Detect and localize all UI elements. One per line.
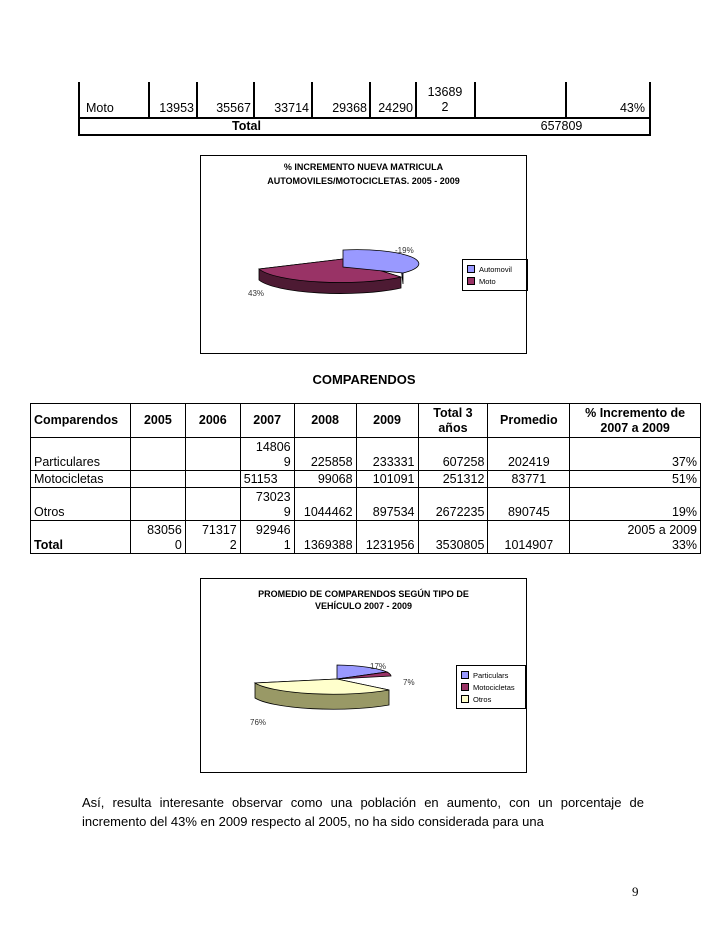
table-row: Otros 730239 1044462 897534 2672235 890745 19% bbox=[31, 488, 701, 521]
legend-item-automovil: Automovil bbox=[467, 263, 523, 275]
chart1-label-automovil: -19% bbox=[395, 246, 414, 255]
chart2-label-otros: 76% bbox=[250, 718, 267, 727]
legend-item-particulars: Particulars bbox=[461, 669, 521, 681]
moto-2006: 35567 bbox=[216, 101, 251, 115]
page-number: 9 bbox=[632, 884, 639, 899]
body-paragraph: Así, resulta interesante observar como una población en aumento, con un porcentaje de incremento del 43% en 2009 respecto al 2005, no ha sido considerada para una bbox=[82, 795, 644, 829]
comparendos-table bbox=[30, 403, 701, 554]
chart2-legend bbox=[456, 665, 526, 709]
chart2-title-line2: VEHÍCULO 2007 - 2009 bbox=[314, 601, 413, 611]
total-value: 657809 bbox=[540, 119, 583, 133]
moto-2005: 13953 bbox=[159, 101, 194, 115]
moto-2007: 33714 bbox=[274, 101, 309, 115]
chart-increment-registrations bbox=[200, 155, 527, 354]
chart-comparendos-by-vehicle bbox=[200, 578, 527, 773]
chart2-label-particulars: 17% bbox=[370, 662, 387, 671]
chart1-legend bbox=[462, 259, 528, 291]
chart1-label-moto: 43% bbox=[248, 289, 265, 298]
moto-label: Moto bbox=[86, 101, 114, 115]
table-row: Motocicletas 51153 99068 101091 251312 83771 51% bbox=[31, 471, 701, 488]
chart2-label-motocicletas: 7% bbox=[403, 678, 415, 687]
table-row: Particulares 148069 225858 233331 607258 202419 37% bbox=[31, 438, 701, 471]
table-row-total: Total 830560 713172 929461 1369388 1231956 3530805 1014907 2005 a 2009 33% bbox=[31, 521, 701, 554]
chart1-pie bbox=[201, 156, 526, 353]
top-table bbox=[78, 82, 651, 136]
total-label: Total bbox=[232, 119, 261, 133]
section-title: COMPARENDOS bbox=[312, 372, 416, 387]
header-row: Comparendos 2005 2006 2007 2008 2009 Total 3 años Promedio % Incremento de 2007 a 2009 bbox=[31, 404, 701, 438]
moto-total: 13689 2 bbox=[427, 85, 463, 114]
chart1-title-line2: AUTOMOVILES/MOTOCICLETAS. 2005 - 2009 bbox=[267, 176, 460, 186]
chart2-title-line1: PROMEDIO DE COMPARENDOS SEGÚN TIPO DE bbox=[258, 589, 469, 599]
moto-2008: 29368 bbox=[332, 101, 367, 115]
moto-2009: 24290 bbox=[378, 101, 413, 115]
legend-item-otros: Otros bbox=[461, 693, 521, 705]
moto-percent: 43% bbox=[619, 101, 645, 115]
chart1-title-line1: % INCREMENTO NUEVA MATRICULA bbox=[283, 162, 444, 172]
legend-item-moto: Moto bbox=[467, 275, 523, 287]
legend-item-motocicletas: Motocicletas bbox=[461, 681, 521, 693]
